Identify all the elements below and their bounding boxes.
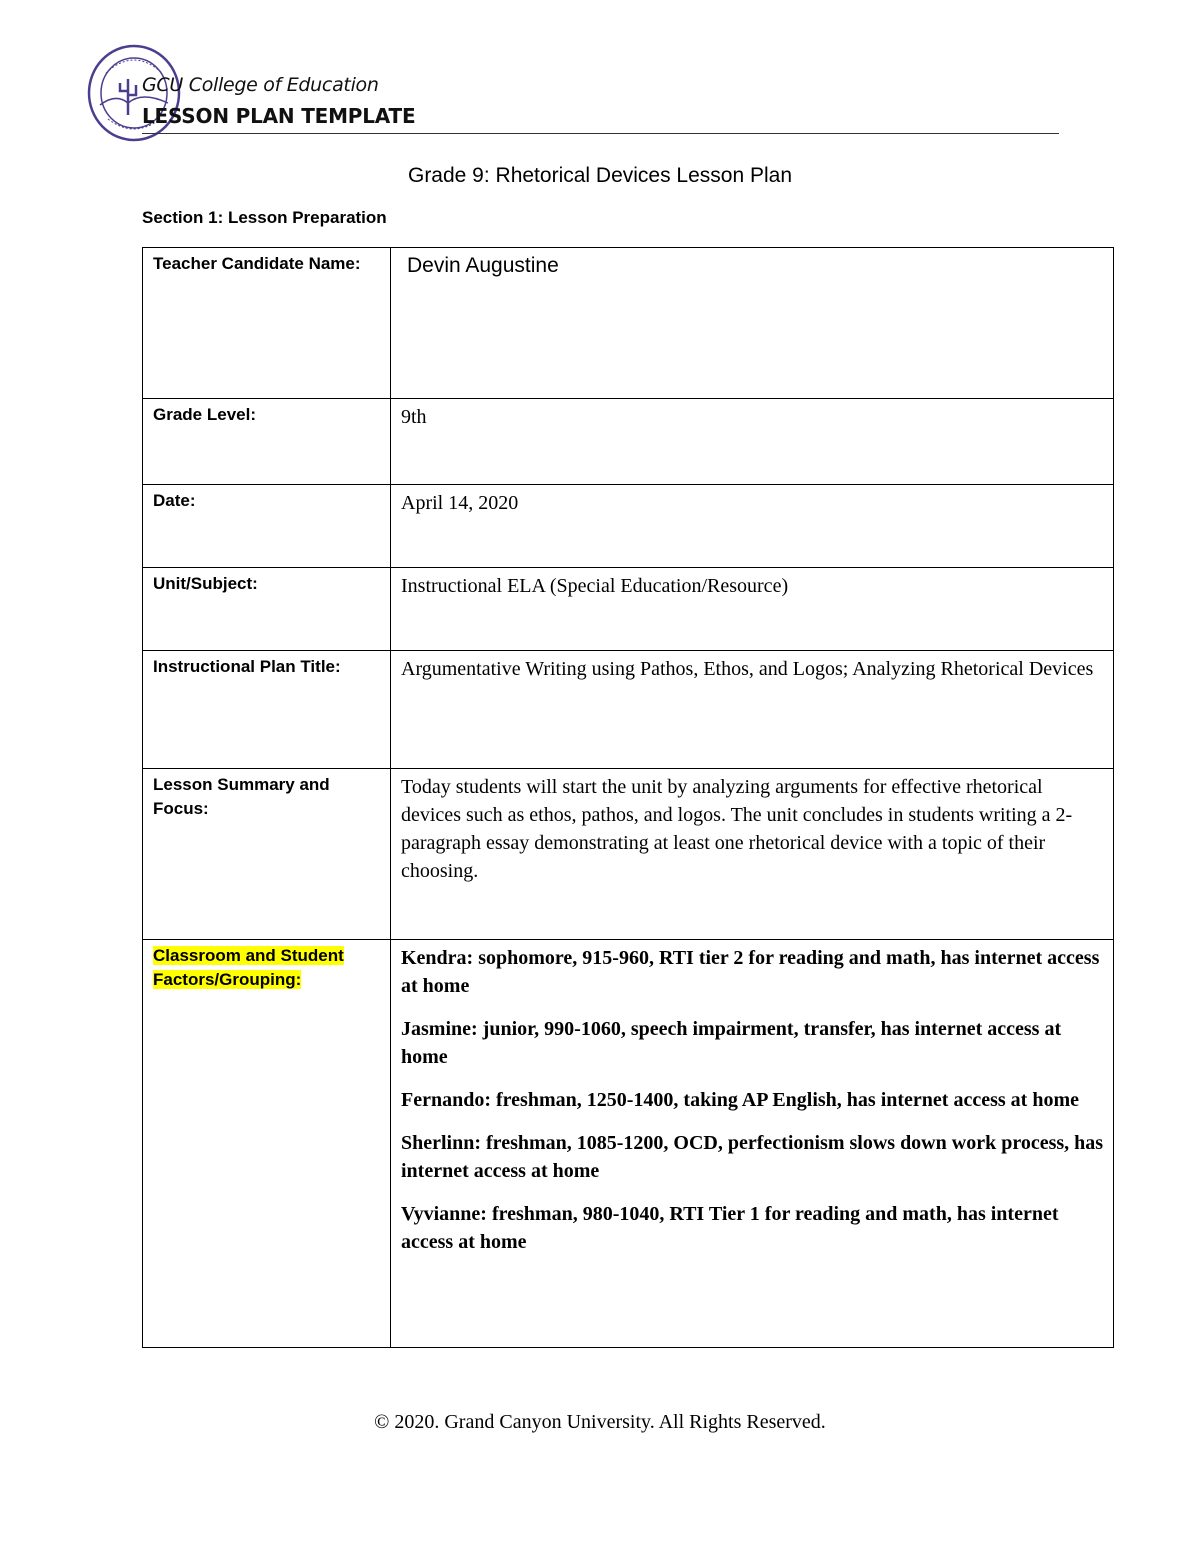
table-row — [143, 485, 1114, 568]
plan-title-value[interactable]: Argumentative Writing using Pathos, Ethos, and Logos; Analyzing Rhetorical Devices — [391, 651, 1114, 769]
copyright-footer: © 2020. Grand Canyon University. All Rights Reserved. — [374, 1411, 826, 1433]
lesson-summary-value[interactable]: Today students will start the unit by analyzing arguments for effective rhetorical devices such as ethos, pathos, and logos. The unit concludes in students writing a 2-paragraph essay demonstrating at least one rhetorical device with a topic of their choosing. — [391, 769, 1114, 940]
student-factor-item: Kendra: sophomore, 915-960, RTI tier 2 for reading and math, has internet access at home — [401, 947, 1100, 997]
lesson-preparation-table — [142, 247, 1114, 1348]
student-factors-value[interactable] — [391, 940, 1114, 1348]
student-factor-item: Jasmine: junior, 990-1060, speech impairment, transfer, has internet access at home — [401, 1018, 1062, 1068]
table-row — [143, 940, 1114, 1348]
header-divider — [142, 133, 1059, 134]
table-row — [143, 568, 1114, 651]
template-title: LESSON PLAN TEMPLATE — [142, 104, 416, 128]
row-label: Grade Level: — [143, 399, 391, 485]
teacher-name-value[interactable]: Devin Augustine — [391, 248, 1114, 399]
section-heading: Section 1: Lesson Preparation — [142, 208, 387, 227]
document-title: Grade 9: Rhetorical Devices Lesson Plan — [407, 164, 793, 187]
student-factor-item: Sherlinn: freshman, 1085-1200, OCD, perfectionism slows down work process, has internet access at home — [401, 1132, 1104, 1182]
table-row — [143, 399, 1114, 485]
highlighted-label: Classroom and Student Factors/Grouping: — [153, 946, 344, 989]
row-label: Instructional Plan Title: — [143, 651, 391, 769]
row-label — [143, 940, 391, 1348]
student-factor-item: Fernando: freshman, 1250-1400, taking AP English, has internet access at home — [401, 1089, 1079, 1111]
row-label: Teacher Candidate Name: — [143, 248, 391, 399]
table-row — [143, 248, 1114, 399]
unit-subject-value[interactable]: Instructional ELA (Special Education/Resource) — [391, 568, 1114, 651]
date-value[interactable]: April 14, 2020 — [391, 485, 1114, 568]
student-factor-item: Vyvianne: freshman, 980-1040, RTI Tier 1 for reading and math, has internet access at home — [401, 1203, 1059, 1253]
table-row — [143, 651, 1114, 769]
row-label: Lesson Summary and Focus: — [143, 769, 391, 940]
table-row — [143, 769, 1114, 940]
row-label: Unit/Subject: — [143, 568, 391, 651]
college-name: GCU College of Education — [142, 74, 379, 96]
grade-level-value[interactable]: 9th — [391, 399, 1114, 485]
row-label: Date: — [143, 485, 391, 568]
